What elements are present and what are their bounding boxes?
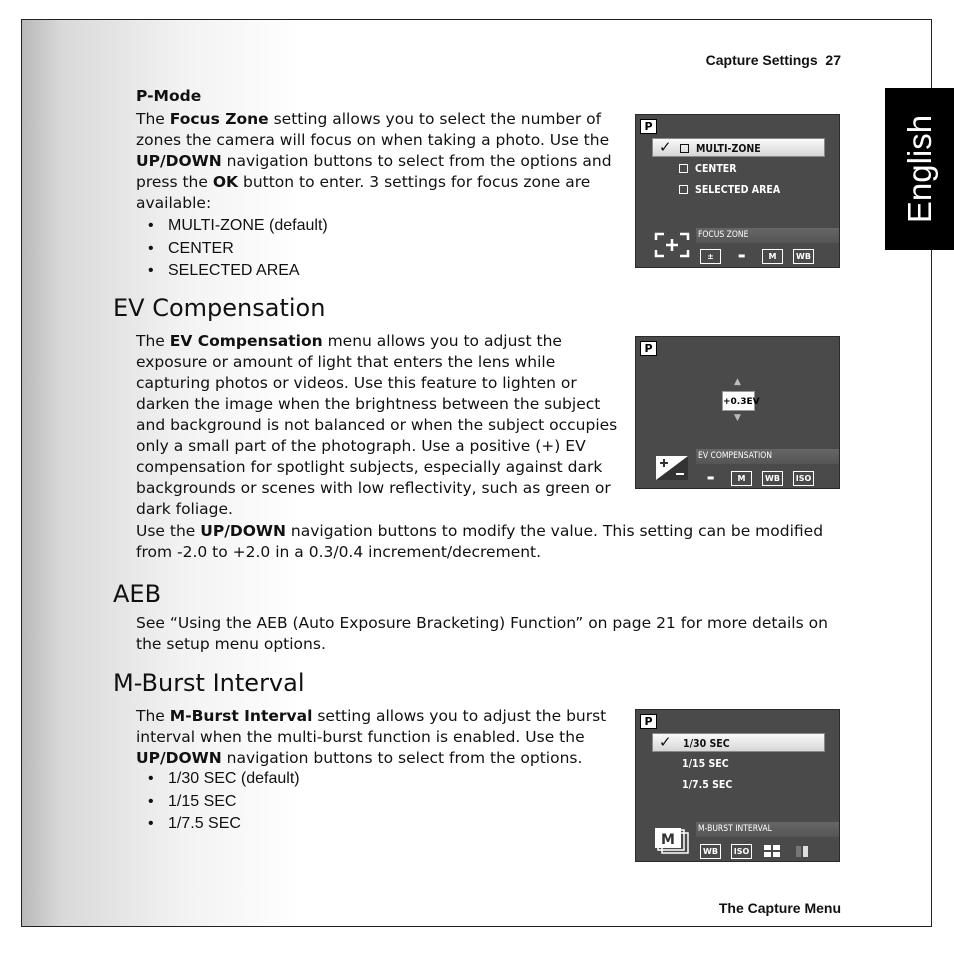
wb-icon: WB: [700, 844, 721, 859]
multi-zone-icon: [680, 144, 689, 153]
menu-title-bar: M-BURST INTERVAL: [696, 822, 839, 837]
pmode-subtitle: P-Mode: [136, 87, 202, 105]
m-burst-heading: M-Burst Interval: [113, 669, 305, 697]
list-item: • 1/15 SEC: [148, 791, 300, 814]
menu-icon-row: [700, 844, 814, 859]
list-item: • MULTI-ZONE (default): [148, 215, 328, 238]
page-number: 27: [825, 52, 841, 68]
list-item: • SELECTED AREA: [148, 260, 328, 283]
menu-title-bar: FOCUS ZONE: [696, 228, 839, 243]
ev-paragraph: The EV Compensation menu allows you to adjust the exposure or amount of light that enters the lens while capturing photos or videos. Use this feature to lighten or darken the image when the brightness between the subject and background is not balanced or when the subject occupies only a small part of the photograph. Use a positive (+) EV compensation for spotlight subjects, especially against dark backgrounds or scenes with low reflectivity, such as green or dark foliage.: [136, 332, 618, 518]
down-arrow-icon: ▼: [734, 413, 741, 423]
selected-area-icon: [679, 185, 688, 194]
language-tab: [885, 88, 954, 250]
checkmark-icon: ✓: [659, 733, 672, 751]
menu-option-1-7-5-sec[interactable]: 1/7.5 SEC: [682, 778, 733, 791]
menu-icon-row: [700, 249, 814, 264]
ev-value[interactable]: +0.3EV: [722, 391, 755, 411]
m-burst-icon: [654, 827, 690, 855]
list-item: • 1/7.5 SEC: [148, 813, 300, 836]
focus-zone-list: [148, 215, 328, 283]
center-icon: [679, 164, 688, 173]
burst-icon: ▬: [706, 473, 715, 482]
focus-zone-icon: [654, 231, 690, 259]
ev-compensation-screen: [635, 336, 840, 489]
burst-interval-list: [148, 768, 300, 836]
running-footer: The Capture Menu: [718, 900, 841, 916]
ev-icon: ±: [700, 249, 721, 264]
aeb-paragraph: See “Using the AEB (Auto Exposure Bracketing) Function” on page 21 for more details on the setup menu options.: [136, 614, 828, 653]
m-burst-paragraph: The M-Burst Interval setting allows you to adjust the burst interval when the multi-burst function is enabled. Use the UP/DOWN navigation buttons to select from the options.: [136, 707, 607, 767]
program-mode-badge: P: [640, 714, 657, 729]
ev-heading: EV Compensation: [113, 294, 326, 322]
wb-icon: WB: [762, 471, 783, 486]
svg-text:M: M: [661, 832, 675, 848]
ev-compensation-icon: [654, 454, 690, 482]
list-item: • 1/30 SEC (default): [148, 768, 300, 791]
menu-option-1-30-sec[interactable]: ✓ 1/30 SEC: [652, 733, 825, 752]
program-mode-badge: P: [640, 119, 657, 134]
up-arrow-icon: ▲: [734, 377, 741, 387]
section-name: Capture Settings: [705, 52, 818, 68]
m-burst-screen: [635, 709, 840, 862]
burst-icon: ▬: [737, 251, 746, 260]
grid-icon: [762, 844, 783, 859]
pmode-paragraph: The Focus Zone setting allows you to select the number of zones the camera will focus on when taking a photo. Use the UP/DOWN navigation buttons to select from the options and press the OK button to enter. 3 settings for focus zone are available:: [136, 110, 612, 212]
iso-icon: ISO: [731, 844, 752, 859]
language-label: English: [901, 114, 938, 224]
menu-option-center[interactable]: CENTER: [652, 159, 825, 178]
menu-title-bar: EV COMPENSATION: [696, 449, 839, 464]
menu-option-1-15-sec[interactable]: 1/15 SEC: [682, 757, 729, 770]
sharpness-icon: [793, 844, 814, 859]
program-mode-badge: P: [640, 341, 657, 356]
menu-option-multi-zone[interactable]: ✓ MULTI-ZONE: [652, 138, 825, 157]
m-burst-icon: M: [762, 249, 783, 264]
ev-paragraph-2: Use the UP/DOWN navigation buttons to modify the value. This setting can be modified from -2.0 to +2.0 in a 0.3/0.4 increment/decrement.: [136, 522, 824, 561]
aeb-heading: AEB: [113, 580, 162, 608]
iso-icon: ISO: [793, 471, 814, 486]
menu-icon-row: [700, 471, 814, 486]
list-item: • CENTER: [148, 238, 328, 261]
checkmark-icon: ✓: [659, 138, 672, 156]
focus-zone-screen: [635, 114, 840, 268]
wb-icon: WB: [793, 249, 814, 264]
m-burst-icon: M: [731, 471, 752, 486]
menu-option-selected-area[interactable]: SELECTED AREA: [652, 180, 825, 199]
running-header: [706, 52, 841, 68]
